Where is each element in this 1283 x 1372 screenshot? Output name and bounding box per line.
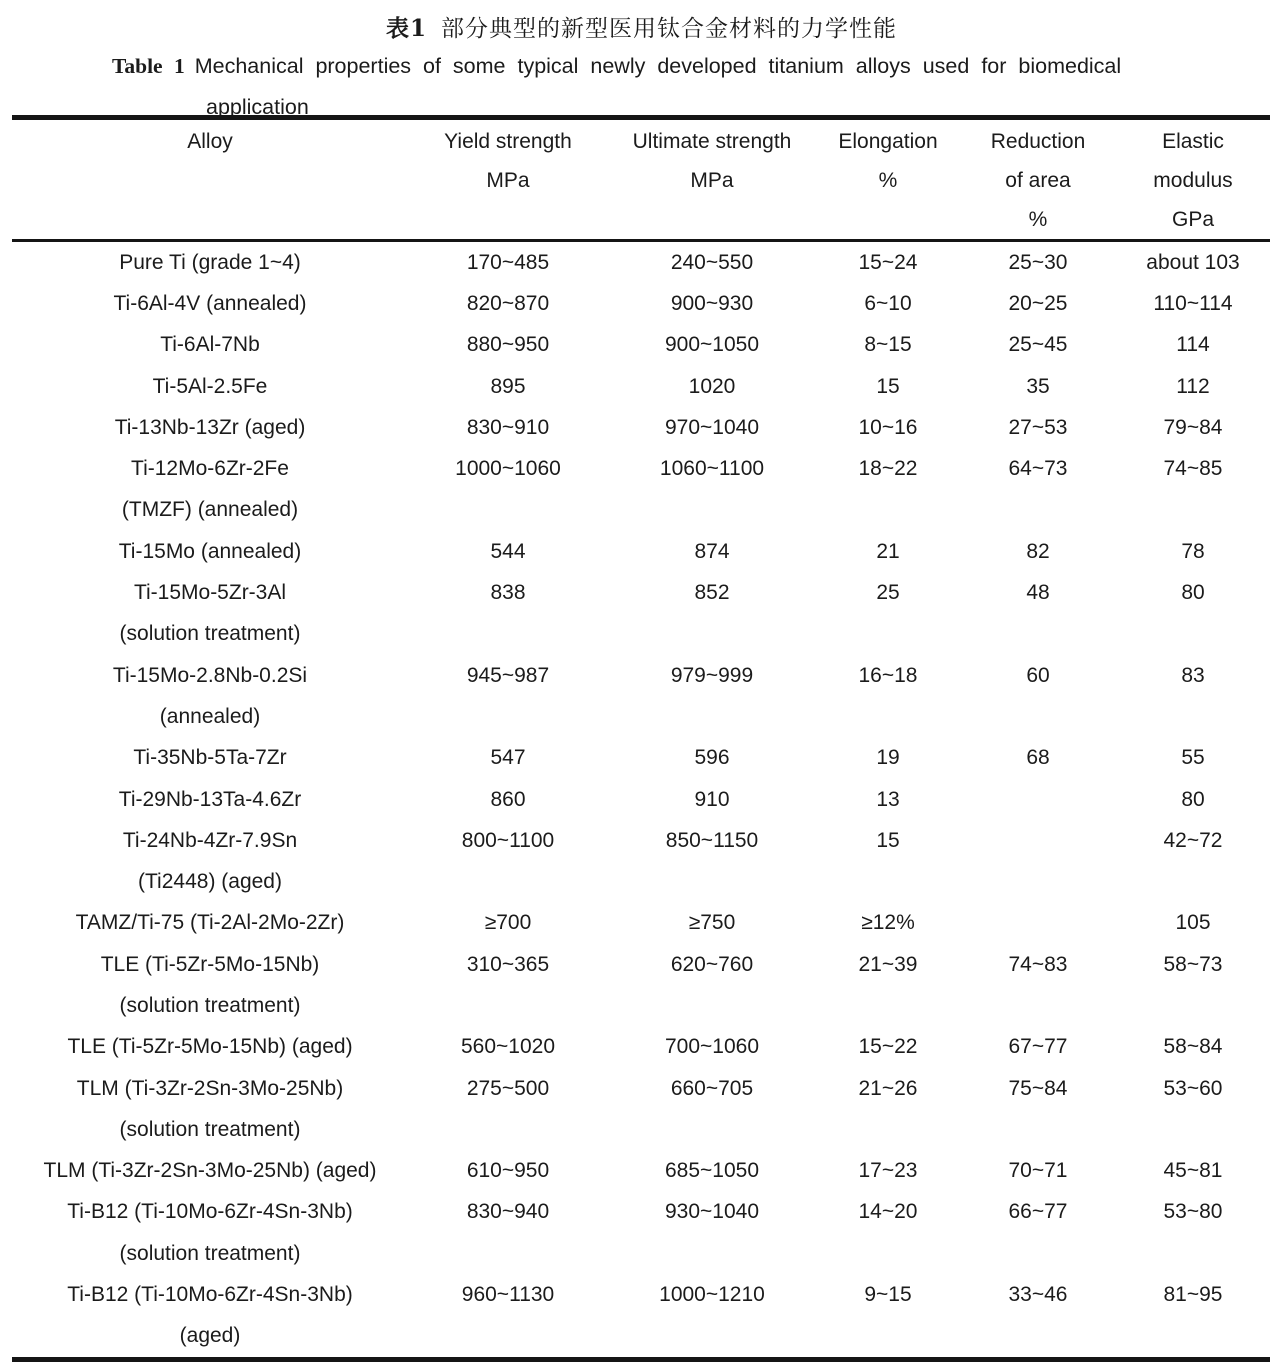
yield-value: 1000~1060 (455, 457, 561, 481)
table-caption-en-title: Mechanical properties of some typical newly developed titanium alloys used for biomedical (194, 54, 1122, 78)
table-row (12, 572, 1270, 655)
table-caption-en-line2: application (206, 95, 309, 119)
yield-value: 838 (490, 581, 526, 605)
table-row (12, 903, 1270, 944)
table-row (12, 242, 1270, 283)
ultimate-value: 1020 (688, 374, 736, 398)
header-ultimate-line3 (608, 200, 816, 239)
table-row (12, 779, 1270, 820)
ultimate-value: ≥750 (688, 911, 736, 935)
alloy-name-line: Ti-24Nb-4Zr-7.9Sn (122, 828, 298, 852)
yield-value: 880~950 (466, 333, 550, 357)
ultimate-value: 970~1040 (664, 415, 760, 439)
yield-value: 960~1130 (461, 1283, 555, 1307)
header-yield-unit: MPa (486, 168, 530, 192)
alloy-name-line: (aged) (179, 1324, 241, 1348)
header-elastic-modulus (1116, 122, 1270, 239)
reduction-value (960, 779, 1116, 820)
ultimate-value: 685~1050 (664, 1159, 760, 1183)
properties-table (12, 115, 1270, 1362)
elongation-value: 13 (876, 787, 900, 811)
yield-value: ≥700 (484, 911, 532, 935)
yield-value: 860 (490, 787, 526, 811)
alloy-name-line: Pure Ti (grade 1~4) (119, 250, 301, 274)
modulus-value: 55 (1181, 746, 1205, 770)
elongation-value: 15 (876, 374, 900, 398)
alloy-name-line: (Ti2448) (aged) (138, 870, 282, 894)
reduction-value: 74~83 (1008, 952, 1068, 976)
reduction-value (960, 820, 1116, 861)
alloy-cell (12, 242, 408, 283)
header-elongation-unit: % (878, 168, 898, 192)
header-ultimate-line1: Ultimate strength (632, 129, 792, 153)
ultimate-value: 700~1060 (664, 1035, 760, 1059)
ultimate-value: 900~930 (670, 291, 754, 315)
reduction-value: 20~25 (1008, 291, 1068, 315)
header-alloy-line1: Alloy (187, 129, 233, 153)
header-reduction-line1: Reduction (990, 129, 1086, 153)
yield-value: 895 (490, 374, 526, 398)
alloy-cell (12, 1274, 408, 1357)
yield-value: 820~870 (466, 291, 550, 315)
modulus-value: 110~114 (1153, 291, 1233, 315)
yield-value: 945~987 (466, 663, 550, 687)
alloy-name-line: Ti-6Al-4V (annealed) (113, 291, 307, 315)
alloy-cell (12, 325, 408, 366)
yield-value: 310~365 (466, 952, 550, 976)
header-reduction-unit: % (1028, 207, 1048, 231)
modulus-value: 80 (1181, 581, 1205, 605)
table-header-row (12, 120, 1270, 242)
table-row (12, 283, 1270, 324)
elongation-value: 10~16 (858, 415, 918, 439)
elongation-value: 18~22 (858, 457, 918, 481)
table-row (12, 1274, 1270, 1357)
alloy-cell (12, 572, 408, 655)
alloy-cell (12, 283, 408, 324)
elongation-value: 17~23 (858, 1159, 918, 1183)
elongation-value: 15~22 (858, 1035, 918, 1059)
table-row (12, 820, 1270, 903)
alloy-name-line: Ti-12Mo-6Zr-2Fe (131, 457, 289, 481)
yield-value: 830~910 (466, 415, 550, 439)
ultimate-value: 850~1150 (665, 828, 759, 852)
yield-value: 610~950 (466, 1159, 550, 1183)
yield-value: 560~1020 (460, 1035, 556, 1059)
modulus-value: 83 (1181, 663, 1205, 687)
modulus-value: 105 (1175, 911, 1211, 935)
reduction-value: 35 (1026, 374, 1050, 398)
table-body (12, 242, 1270, 1357)
modulus-value: 58~84 (1163, 1035, 1223, 1059)
reduction-value: 25~30 (1008, 250, 1068, 274)
modulus-value: 58~73 (1163, 952, 1223, 976)
ultimate-value: 910 (694, 787, 730, 811)
table-caption-zh-title: 部分典型的新型医用钛合金材料的力学性能 (441, 16, 897, 42)
modulus-value: 80 (1181, 787, 1205, 811)
alloy-name-line: TAMZ/Ti-75 (Ti-2Al-2Mo-2Zr) (75, 911, 345, 935)
elongation-value: 15~24 (858, 250, 918, 274)
alloy-name-line: (solution treatment) (119, 622, 301, 646)
alloy-cell (12, 903, 408, 944)
table-row (12, 1027, 1270, 1068)
alloy-cell (12, 407, 408, 448)
alloy-name-line: Ti-29Nb-13Ta-4.6Zr (118, 787, 302, 811)
header-modulus-unit: GPa (1171, 207, 1215, 231)
reduction-value: 66~77 (1008, 1200, 1068, 1224)
reduction-value: 68 (1026, 746, 1050, 770)
modulus-value: 78 (1181, 539, 1205, 563)
ultimate-value: 620~760 (670, 952, 754, 976)
table-row (12, 738, 1270, 779)
table-caption-zh-label: 表1 (385, 15, 427, 42)
alloy-name-line: (solution treatment) (119, 1117, 301, 1141)
alloy-cell (12, 448, 408, 531)
elongation-value: 9~15 (864, 1283, 912, 1307)
alloy-cell (12, 1192, 408, 1275)
alloy-cell (12, 820, 408, 903)
header-alloy-line3 (12, 200, 408, 239)
modulus-value: 81~95 (1163, 1283, 1223, 1307)
elongation-value: 16~18 (858, 663, 918, 687)
elongation-value: 14~20 (858, 1200, 918, 1224)
reduction-value (960, 903, 1116, 944)
ultimate-value: 930~1040 (664, 1200, 760, 1224)
table-row (12, 1068, 1270, 1151)
alloy-name-line: (solution treatment) (119, 993, 301, 1017)
ultimate-value: 240~550 (670, 250, 754, 274)
reduction-value: 75~84 (1008, 1076, 1068, 1100)
alloy-name-line: Ti-B12 (Ti-10Mo-6Zr-4Sn-3Nb) (67, 1283, 353, 1307)
alloy-cell (12, 1068, 408, 1151)
header-reduction-of-area (960, 122, 1116, 239)
alloy-cell (12, 531, 408, 572)
table-row (12, 448, 1270, 531)
reduction-value: 48 (1026, 581, 1050, 605)
modulus-value: about 103 (1146, 250, 1240, 274)
alloy-name-line: TLE (Ti-5Zr-5Mo-15Nb) (aged) (67, 1035, 353, 1059)
header-yield-line1: Yield strength (444, 129, 572, 153)
alloy-name-line: TLE (Ti-5Zr-5Mo-15Nb) (100, 952, 320, 976)
alloy-name-line: TLM (Ti-3Zr-2Sn-3Mo-25Nb) (76, 1076, 344, 1100)
alloy-name-line: Ti-13Nb-13Zr (aged) (114, 415, 306, 439)
ultimate-value: 874 (694, 539, 730, 563)
yield-value: 275~500 (466, 1076, 550, 1100)
yield-value: 544 (490, 539, 526, 563)
header-elongation-line3 (816, 200, 960, 239)
reduction-value: 67~77 (1008, 1035, 1068, 1059)
ultimate-value: 1000~1210 (659, 1283, 765, 1307)
alloy-cell (12, 738, 408, 779)
alloy-cell (12, 1027, 408, 1068)
modulus-value: 114 (1176, 333, 1210, 357)
modulus-value: 74~85 (1163, 457, 1223, 481)
alloy-cell (12, 366, 408, 407)
yield-value: 547 (490, 746, 526, 770)
header-yield-line3 (408, 200, 608, 239)
table-row (12, 407, 1270, 448)
elongation-value: ≥12% (861, 911, 915, 935)
reduction-value: 70~71 (1008, 1159, 1068, 1183)
header-modulus-line1: Elastic (1162, 129, 1224, 153)
alloy-name-line: Ti-15Mo-5Zr-3Al (133, 581, 287, 605)
modulus-value: 42~72 (1163, 828, 1223, 852)
alloy-cell (12, 779, 408, 820)
table-caption-en-label: Table 1 (112, 54, 185, 78)
alloy-name-line: TLM (Ti-3Zr-2Sn-3Mo-25Nb) (aged) (43, 1159, 377, 1183)
elongation-value: 25 (876, 581, 900, 605)
ultimate-value: 596 (694, 746, 730, 770)
alloy-cell (12, 655, 408, 738)
alloy-cell (12, 944, 408, 1027)
yield-value: 170~485 (466, 250, 550, 274)
header-yield-strength (408, 122, 608, 239)
alloy-name-line: Ti-15Mo-2.8Nb-0.2Si (112, 663, 308, 687)
header-alloy (12, 122, 408, 239)
header-ultimate-strength (608, 122, 816, 239)
reduction-value: 33~46 (1008, 1283, 1068, 1307)
alloy-name-line: (solution treatment) (119, 1241, 301, 1265)
yield-value: 830~940 (466, 1200, 550, 1224)
elongation-value: 15 (876, 828, 900, 852)
elongation-value: 21~26 (858, 1076, 918, 1100)
table-caption-en-line1 (112, 46, 1170, 87)
elongation-value: 21 (876, 539, 900, 563)
ultimate-value: 979~999 (670, 663, 754, 687)
reduction-value: 25~45 (1008, 333, 1068, 357)
reduction-value: 82 (1026, 539, 1050, 563)
alloy-cell (12, 1151, 408, 1192)
alloy-name-line: Ti-15Mo (annealed) (118, 539, 302, 563)
reduction-value: 64~73 (1008, 457, 1068, 481)
table-row (12, 366, 1270, 407)
header-ultimate-unit: MPa (690, 168, 734, 192)
alloy-name-line: (TMZF) (annealed) (121, 498, 299, 522)
elongation-value: 8~15 (864, 333, 912, 357)
table-row (12, 325, 1270, 366)
reduction-value: 60 (1026, 663, 1050, 687)
elongation-value: 19 (876, 746, 900, 770)
header-elongation (816, 122, 960, 239)
header-reduction-line2: of area (1005, 168, 1071, 192)
modulus-value: 112 (1176, 374, 1210, 398)
yield-value: 800~1100 (461, 828, 555, 852)
alloy-name-line: Ti-35Nb-5Ta-7Zr (133, 746, 287, 770)
reduction-value: 27~53 (1008, 415, 1068, 439)
elongation-value: 6~10 (864, 291, 912, 315)
table-caption-zh (0, 10, 1283, 43)
elongation-value: 21~39 (858, 952, 918, 976)
table-row (12, 655, 1270, 738)
alloy-name-line: Ti-B12 (Ti-10Mo-6Zr-4Sn-3Nb) (67, 1200, 353, 1224)
modulus-value: 79~84 (1163, 415, 1223, 439)
alloy-name-line: (annealed) (159, 704, 261, 728)
table-row (12, 1192, 1270, 1275)
modulus-value: 53~60 (1163, 1076, 1223, 1100)
header-modulus-line2: modulus (1153, 168, 1233, 192)
modulus-value: 53~80 (1163, 1200, 1223, 1224)
header-elongation-line1: Elongation (838, 129, 938, 153)
header-alloy-line2 (12, 161, 408, 200)
ultimate-value: 852 (694, 581, 730, 605)
alloy-name-line: Ti-5Al-2.5Fe (152, 374, 268, 398)
ultimate-value: 900~1050 (664, 333, 760, 357)
modulus-value: 45~81 (1163, 1159, 1223, 1183)
table-row (12, 531, 1270, 572)
table-row (12, 944, 1270, 1027)
ultimate-value: 1060~1100 (659, 457, 765, 481)
alloy-name-line: Ti-6Al-7Nb (160, 333, 260, 357)
table-row (12, 1151, 1270, 1192)
ultimate-value: 660~705 (670, 1076, 754, 1100)
